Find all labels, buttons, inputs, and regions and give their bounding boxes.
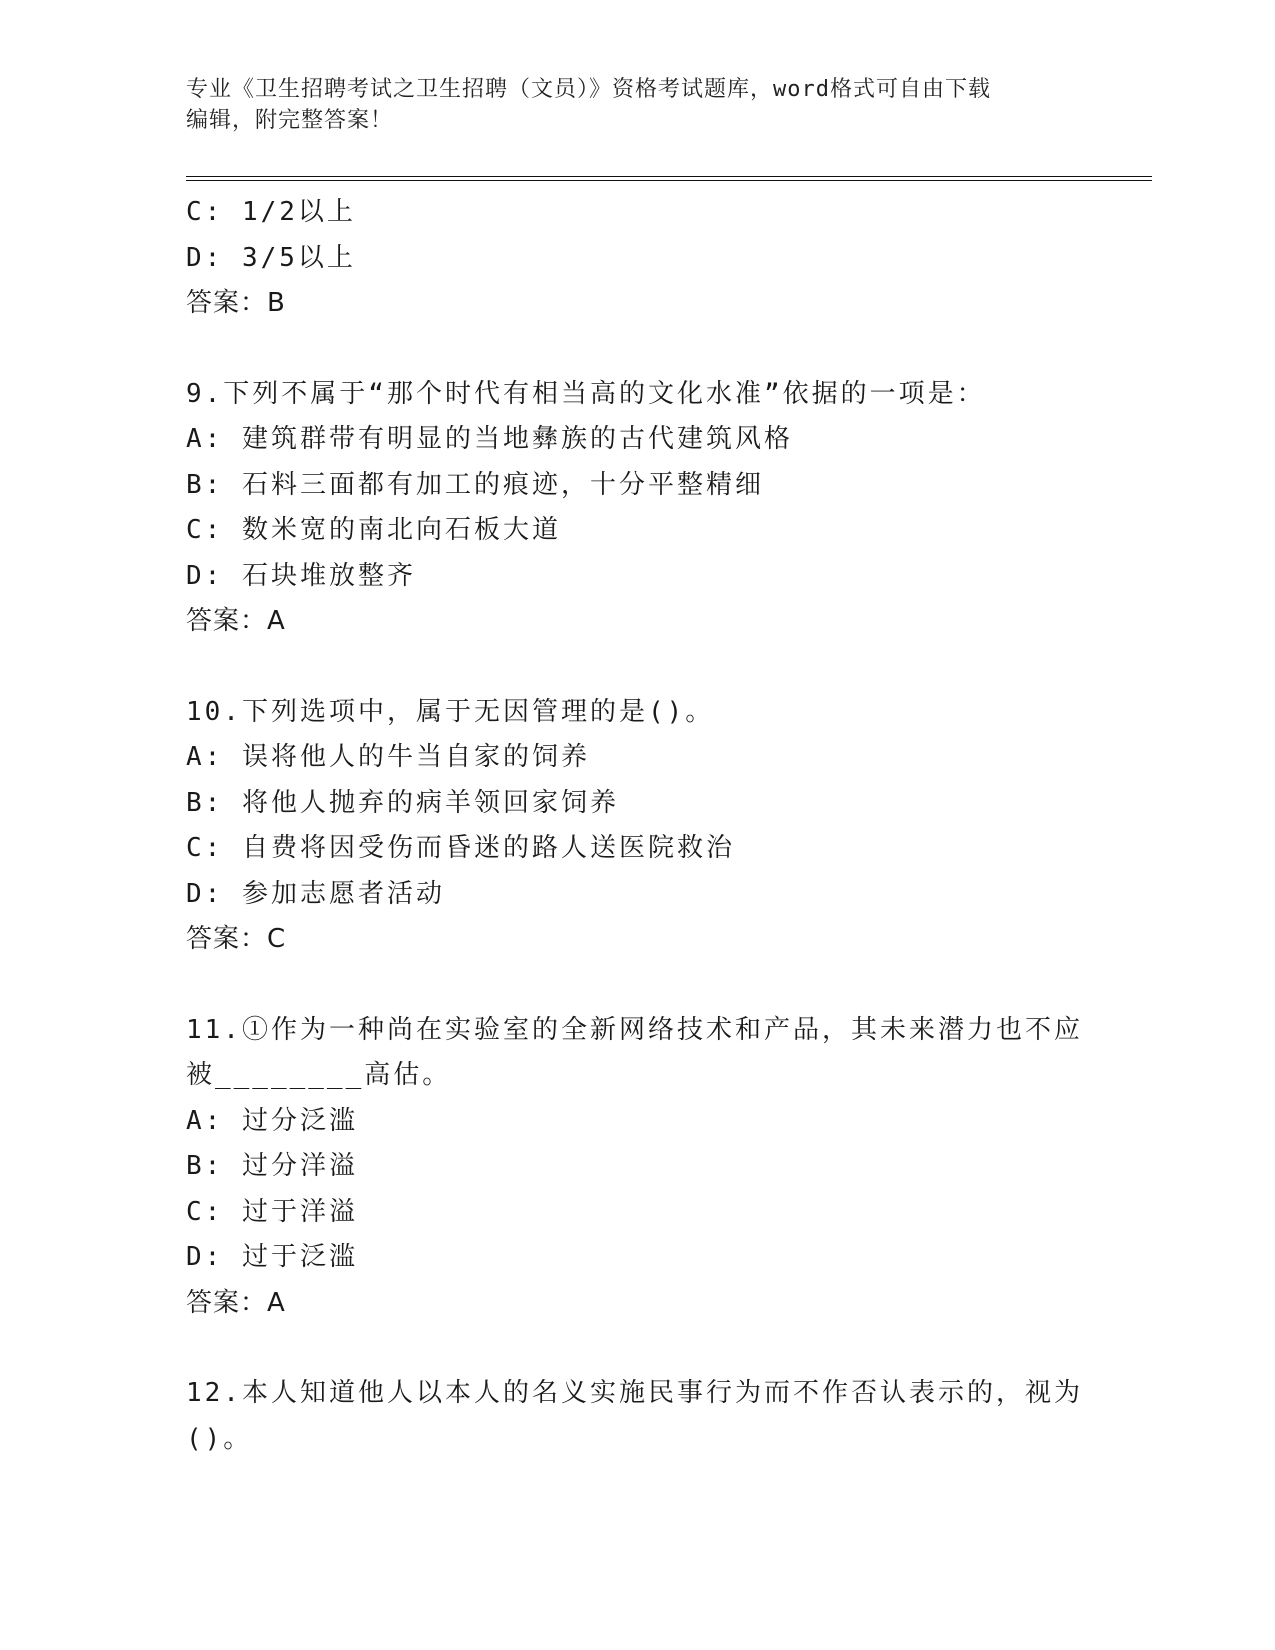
option-d: D: 3/5以上 [186,242,356,273]
question-11 [186,1008,1086,1327]
question-stem-line-1: 12.本人知道他人以本人的名义实施民事行为而不作否认表示的，视为 [186,1378,1083,1408]
option-c: C: 自费将因受伤而昏迷的路人送医院救治 [186,833,735,863]
question-stem: 10.下列选项中，属于无因管理的是()。 [186,696,715,727]
question-9 [186,372,1086,645]
option-b: B: 过分洋溢 [186,1151,358,1181]
question-stem-line-1: 11.①作为一种尚在实验室的全新网络技术和产品，其未来潜力也不应 [186,1014,1083,1045]
document-header [186,74,1086,136]
question-8-continuation [186,190,1086,327]
option-a: A: 建筑群带有明显的当地彝族的古代建筑风格 [186,424,793,454]
option-d: D: 参加志愿者活动 [186,878,445,909]
answer-label: 答案：B [186,288,286,318]
question-list [186,190,1086,1507]
option-c: C: 数米宽的南北向石板大道 [186,515,561,545]
header-divider [186,176,1152,181]
answer-label: 答案：A [186,606,286,636]
option-a: A: 过分泛滥 [186,1105,358,1136]
question-10 [186,690,1086,963]
option-c: C: 1/2以上 [186,197,356,227]
option-c: C: 过于洋溢 [186,1196,358,1227]
answer-label: 答案：C [186,924,287,954]
option-d: D: 石块堆放整齐 [186,560,416,591]
option-b: B: 将他人抛弃的病羊领回家饲养 [186,787,619,818]
question-12 [186,1371,1086,1462]
option-b: B: 石料三面都有加工的痕迹，十分平整精细 [186,469,764,500]
option-a: A: 误将他人的牛当自家的饲养 [186,742,590,772]
header-line-2: 编辑，附完整答案！ [186,108,394,133]
header-line-1: 专业《卫生招聘考试之卫生招聘（文员）》资格考试题库，word格式可自由下载 [186,77,991,102]
question-stem-line-2: 被________高估。 [186,1060,452,1090]
question-stem: 9.下列不属于“那个时代有相当高的文化水准”依据的一项是： [186,378,986,409]
answer-label: 答案：A [186,1287,286,1318]
question-stem-line-2: ()。 [186,1423,253,1454]
option-d: D: 过于泛滥 [186,1242,358,1272]
